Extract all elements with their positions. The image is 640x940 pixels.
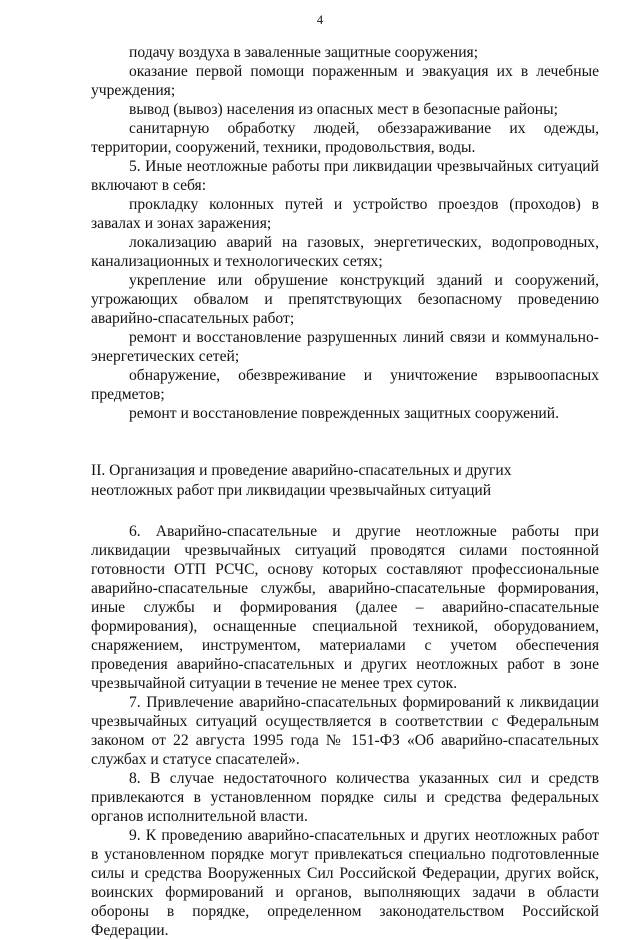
section-heading-line-1: II. Организация и проведение аварийно-спасательных и других [91, 462, 512, 479]
list-item: вывод (вывоз) населения из опасных мест в безопасные районы; [129, 101, 558, 118]
list-item: оказание первой помощи пораженным и эвакуация их в лечебные учреждения; [91, 63, 599, 99]
paragraph-9: 9. К проведению аварийно-спасательных и других неотложных работ в установленном порядке могут привлекаться специально подготовленные силы и средства Вооруженных Сил Российской Федерации, других войск, воинских формирований и органов, выполняющих задачи в области обороны в порядке, определенном законодательством Российской Федерации. [91, 827, 599, 939]
list-item: укрепление или обрушение конструкций зданий и сооружений, угрожающих обвалом и препятствующих безопасному проведению аварийно-спасательных работ; [91, 272, 599, 327]
list-item: обнаружение, обезвреживание и уничтожение взрывоопасных предметов; [91, 367, 599, 403]
list-item: ремонт и восстановление поврежденных защитных сооружений. [129, 405, 560, 422]
list-item: санитарную обработку людей, обеззараживание их одежды, территории, сооружений, техники, продовольствия, воды. [91, 120, 599, 156]
document-body [91, 43, 599, 940]
page-number: 4 [316, 13, 324, 27]
list-item: ремонт и восстановление разрушенных линий связи и коммунально-энергетических сетей; [91, 329, 599, 365]
list-item: локализацию аварий на газовых, энергетических, водопроводных, канализационных и технологических сетях; [91, 234, 599, 270]
section-heading-line-2: неотложных работ при ликвидации чрезвычайных ситуаций [91, 482, 492, 499]
section-heading [91, 461, 599, 501]
paragraph-8: 8. В случае недостаточного количества указанных сил и средств привлекаются в установленном порядке силы и средства федеральных органов исполнительной власти. [91, 770, 599, 825]
list-item: подачу воздуха в заваленные защитные сооружения; [129, 44, 479, 61]
list-item: прокладку колонных путей и устройство проездов (проходов) в завалах и зонах заражения; [91, 196, 599, 232]
paragraph-7: 7. Привлечение аварийно-спасательных формирований к ликвидации чрезвычайных ситуаций осуществляется в соответствии с Федеральным законом от 22 августа 1995 года № 151-ФЗ «Об аварийно-спасательных службах и статусе спасателей». [91, 694, 599, 768]
point-5-intro: 5. Иные неотложные работы при ликвидации чрезвычайных ситуаций включают в себя: [91, 158, 599, 194]
paragraph-6: 6. Аварийно-спасательные и другие неотложные работы при ликвидации чрезвычайных ситуаций проводятся силами постоянной готовности ОТП РСЧС, основу которых составляют профессиональные аварийно-спасательные службы, аварийно-спасательные формирования, иные службы и формирования (далее – аварийно-спасательные формирования), оснащенные специальной техникой, оборудованием, снаряжением, инструментом, материалами с учетом обеспечения проведения аварийно-спасательных и других неотложных работ в зоне чрезвычайной ситуации в течение не менее трех суток. [91, 523, 599, 692]
